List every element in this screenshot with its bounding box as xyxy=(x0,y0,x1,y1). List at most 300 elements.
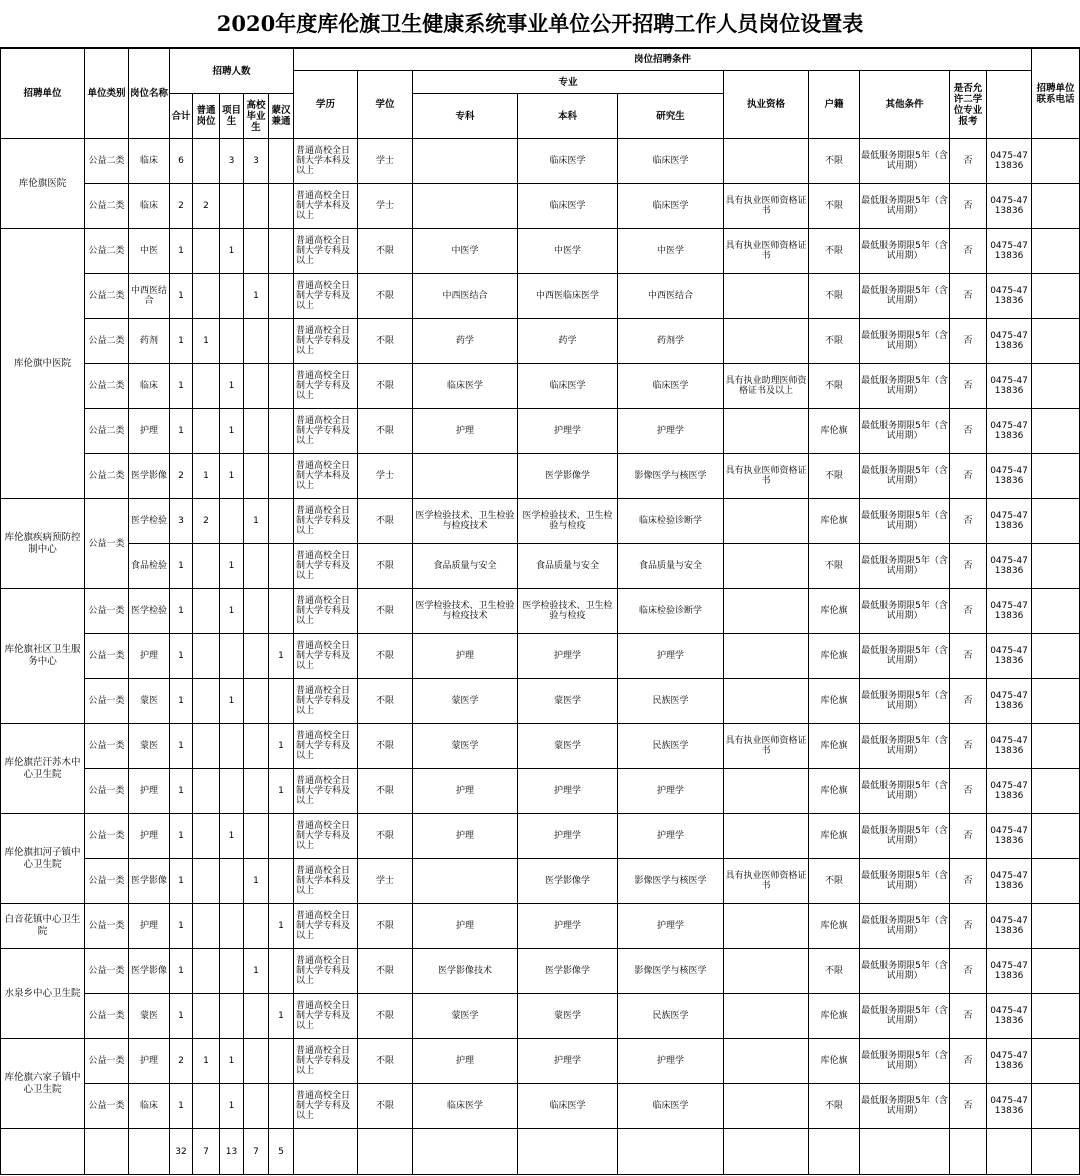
graduate-major-cell: 护理学 xyxy=(618,769,724,814)
unit-name-cell: 水泉乡中心卫生院 xyxy=(1,949,85,1039)
total-cell: 1 xyxy=(170,229,193,274)
bilingual-cell: 1 xyxy=(269,904,294,949)
bachelor-major-cell: 药学 xyxy=(518,319,618,364)
education-cell: 普通高校全日制大学本科及以上 xyxy=(294,859,358,904)
graduate-major-cell: 影像医学与核医学 xyxy=(618,454,724,499)
bachelor-major-cell: 医学影像学 xyxy=(518,454,618,499)
junior-major-cell: 临床医学 xyxy=(413,364,518,409)
graduate-cell xyxy=(244,319,269,364)
bachelor-major-cell: 中医学 xyxy=(518,229,618,274)
table-row xyxy=(1,994,1080,1039)
degree-cell: 不限 xyxy=(358,994,413,1039)
hukou-cell: 库伦旗 xyxy=(809,904,860,949)
junior-major-cell: 蒙医学 xyxy=(413,679,518,724)
unit-name-cell: 库伦旗疾病预防控制中心 xyxy=(1,499,85,589)
category-cell: 公益一类 xyxy=(85,499,129,589)
bilingual-cell xyxy=(269,814,294,859)
remark-cell xyxy=(1032,904,1080,949)
project-cell xyxy=(220,319,244,364)
phone-cell: 0475-4713836 xyxy=(987,184,1032,229)
hukou-cell: 不限 xyxy=(809,229,860,274)
table-row xyxy=(1,454,1080,499)
general-sum: 7 xyxy=(193,1129,220,1175)
hukou-cell: 不限 xyxy=(809,859,860,904)
hukou-cell: 库伦旗 xyxy=(809,634,860,679)
junior-major-cell: 护理 xyxy=(413,634,518,679)
totals-cell xyxy=(809,1129,860,1175)
remark-cell xyxy=(1032,454,1080,499)
education-cell: 普通高校全日制大学专科及以上 xyxy=(294,409,358,454)
degree-cell: 学士 xyxy=(358,184,413,229)
degree-cell: 不限 xyxy=(358,1039,413,1084)
general-cell xyxy=(193,364,220,409)
bilingual-sum: 5 xyxy=(269,1129,294,1175)
hukou-cell: 库伦旗 xyxy=(809,499,860,544)
second-degree-cell: 否 xyxy=(950,409,987,454)
general-cell xyxy=(193,274,220,319)
category-cell: 公益二类 xyxy=(85,184,129,229)
other-conditions-cell: 最低服务期限5年（含试用期） xyxy=(860,139,950,184)
table-body xyxy=(1,139,1080,1129)
junior-major-cell: 药学 xyxy=(413,319,518,364)
junior-major-cell xyxy=(413,454,518,499)
bachelor-major-cell: 临床医学 xyxy=(518,1084,618,1129)
hukou-cell: 库伦旗 xyxy=(809,769,860,814)
degree-cell: 不限 xyxy=(358,1084,413,1129)
table-row xyxy=(1,814,1080,859)
phone-cell: 0475-4713836 xyxy=(987,364,1032,409)
table-row xyxy=(1,949,1080,994)
header-general: 普通岗位 xyxy=(193,94,220,139)
hukou-cell: 不限 xyxy=(809,319,860,364)
table-row xyxy=(1,184,1080,229)
junior-major-cell: 护理 xyxy=(413,1039,518,1084)
junior-major-cell: 医学影像技术 xyxy=(413,949,518,994)
unit-name-cell: 库伦旗社区卫生服务中心 xyxy=(1,589,85,724)
hukou-cell: 库伦旗 xyxy=(809,724,860,769)
degree-cell: 学士 xyxy=(358,859,413,904)
bilingual-cell: 1 xyxy=(269,769,294,814)
general-cell xyxy=(193,994,220,1039)
graduate-sum: 7 xyxy=(244,1129,269,1175)
hukou-cell: 库伦旗 xyxy=(809,994,860,1039)
other-conditions-cell: 最低服务期限5年（含试用期） xyxy=(860,499,950,544)
total-cell: 1 xyxy=(170,859,193,904)
header-other: 其他条件 xyxy=(860,71,950,139)
header-degree: 学位 xyxy=(358,71,413,139)
second-degree-cell: 否 xyxy=(950,184,987,229)
hukou-cell: 库伦旗 xyxy=(809,814,860,859)
total-cell: 1 xyxy=(170,634,193,679)
hukou-cell: 不限 xyxy=(809,949,860,994)
totals-cell xyxy=(987,1129,1032,1175)
category-cell: 公益一类 xyxy=(85,634,129,679)
education-cell: 普通高校全日制大学专科及以上 xyxy=(294,319,358,364)
category-cell: 公益一类 xyxy=(85,814,129,859)
junior-major-cell: 蒙医学 xyxy=(413,994,518,1039)
bachelor-major-cell: 医学影像学 xyxy=(518,859,618,904)
degree-cell: 不限 xyxy=(358,409,413,454)
education-cell: 普通高校全日制大学专科及以上 xyxy=(294,499,358,544)
phone-cell: 0475-4713836 xyxy=(987,724,1032,769)
graduate-major-cell: 临床医学 xyxy=(618,364,724,409)
graduate-major-cell: 中西医结合 xyxy=(618,274,724,319)
header-project: 项目生 xyxy=(220,94,244,139)
totals-cell xyxy=(1032,1129,1080,1175)
second-degree-cell: 否 xyxy=(950,679,987,724)
graduate-cell: 1 xyxy=(244,949,269,994)
bilingual-cell xyxy=(269,859,294,904)
bachelor-major-cell: 护理学 xyxy=(518,1039,618,1084)
category-cell: 公益二类 xyxy=(85,274,129,319)
education-cell: 普通高校全日制大学专科及以上 xyxy=(294,229,358,274)
second-degree-cell: 否 xyxy=(950,814,987,859)
remark-cell xyxy=(1032,409,1080,454)
general-cell: 1 xyxy=(193,454,220,499)
graduate-major-cell: 药剂学 xyxy=(618,319,724,364)
project-cell: 1 xyxy=(220,1084,244,1129)
table-row xyxy=(1,904,1080,949)
position-cell: 蒙医 xyxy=(129,679,170,724)
qualification-cell xyxy=(724,679,809,724)
header-total: 合计 xyxy=(170,94,193,139)
project-cell: 1 xyxy=(220,679,244,724)
phone-cell: 0475-4713836 xyxy=(987,589,1032,634)
other-conditions-cell: 最低服务期限5年（含试用期） xyxy=(860,454,950,499)
total-cell: 1 xyxy=(170,1084,193,1129)
second-degree-cell: 否 xyxy=(950,949,987,994)
totals-cell xyxy=(358,1129,413,1175)
category-cell: 公益一类 xyxy=(85,724,129,769)
page-title: 2020年度库伦旗卫生健康系统事业单位公开招聘工作人员岗位设置表 xyxy=(0,0,1080,48)
graduate-major-cell: 影像医学与核医学 xyxy=(618,949,724,994)
graduate-cell xyxy=(244,724,269,769)
position-cell: 医学检验 xyxy=(129,499,170,544)
junior-major-cell: 蒙医学 xyxy=(413,724,518,769)
other-conditions-cell: 最低服务期限5年（含试用期） xyxy=(860,859,950,904)
education-cell: 普通高校全日制大学专科及以上 xyxy=(294,814,358,859)
degree-cell: 不限 xyxy=(358,769,413,814)
education-cell: 普通高校全日制大学专科及以上 xyxy=(294,634,358,679)
graduate-major-cell: 食品质量与安全 xyxy=(618,544,724,589)
total-cell: 2 xyxy=(170,454,193,499)
table-row xyxy=(1,1084,1080,1129)
remark-cell xyxy=(1032,949,1080,994)
education-cell: 普通高校全日制大学专科及以上 xyxy=(294,724,358,769)
graduate-cell xyxy=(244,589,269,634)
totals-cell xyxy=(1,1129,85,1175)
education-cell: 普通高校全日制大学本科及以上 xyxy=(294,184,358,229)
position-cell: 护理 xyxy=(129,1039,170,1084)
bilingual-cell: 1 xyxy=(269,634,294,679)
bachelor-major-cell: 临床医学 xyxy=(518,139,618,184)
header-unit: 招聘单位 xyxy=(1,49,85,139)
degree-cell: 不限 xyxy=(358,679,413,724)
graduate-cell xyxy=(244,544,269,589)
graduate-cell xyxy=(244,814,269,859)
other-conditions-cell: 最低服务期限5年（含试用期） xyxy=(860,319,950,364)
bilingual-cell xyxy=(269,274,294,319)
bilingual-cell xyxy=(269,139,294,184)
degree-cell: 不限 xyxy=(358,319,413,364)
category-cell: 公益一类 xyxy=(85,1039,129,1084)
second-degree-cell: 否 xyxy=(950,499,987,544)
qualification-cell: 具有执业医师资格证书 xyxy=(724,859,809,904)
qualification-cell xyxy=(724,1039,809,1084)
category-cell: 公益二类 xyxy=(85,409,129,454)
graduate-cell xyxy=(244,409,269,454)
hukou-cell: 不限 xyxy=(809,364,860,409)
second-degree-cell: 否 xyxy=(950,319,987,364)
junior-major-cell: 护理 xyxy=(413,409,518,454)
graduate-major-cell: 护理学 xyxy=(618,904,724,949)
degree-cell: 学士 xyxy=(358,454,413,499)
degree-cell: 不限 xyxy=(358,814,413,859)
phone-cell: 0475-4713836 xyxy=(987,139,1032,184)
table-row xyxy=(1,634,1080,679)
header-junior: 专科 xyxy=(413,94,518,139)
remark-cell xyxy=(1032,274,1080,319)
totals-cell xyxy=(724,1129,809,1175)
total-cell: 1 xyxy=(170,904,193,949)
project-cell xyxy=(220,949,244,994)
totals-cell xyxy=(950,1129,987,1175)
category-cell: 公益一类 xyxy=(85,859,129,904)
remark-cell xyxy=(1032,1039,1080,1084)
education-cell: 普通高校全日制大学专科及以上 xyxy=(294,904,358,949)
junior-major-cell: 临床医学 xyxy=(413,1084,518,1129)
qualification-cell xyxy=(724,139,809,184)
education-cell: 普通高校全日制大学专科及以上 xyxy=(294,589,358,634)
remark-cell xyxy=(1032,1084,1080,1129)
total-cell: 1 xyxy=(170,724,193,769)
general-cell xyxy=(193,139,220,184)
unit-name-cell: 库伦旗六家子镇中心卫生院 xyxy=(1,1039,85,1129)
graduate-major-cell: 临床检验诊断学 xyxy=(618,589,724,634)
education-cell: 普通高校全日制大学专科及以上 xyxy=(294,994,358,1039)
bachelor-major-cell: 蒙医学 xyxy=(518,994,618,1039)
header-recruit-count: 招聘人数 xyxy=(170,49,294,94)
hukou-cell: 不限 xyxy=(809,1084,860,1129)
second-degree-cell: 否 xyxy=(950,1084,987,1129)
qualification-cell xyxy=(724,319,809,364)
header-hukou: 户籍 xyxy=(809,71,860,139)
graduate-major-cell: 中医学 xyxy=(618,229,724,274)
remark-cell xyxy=(1032,544,1080,589)
graduate-cell xyxy=(244,1084,269,1129)
table-row xyxy=(1,859,1080,904)
table-row xyxy=(1,319,1080,364)
table-row xyxy=(1,679,1080,724)
degree-cell: 不限 xyxy=(358,634,413,679)
remark-cell xyxy=(1032,769,1080,814)
bachelor-major-cell: 中西医临床医学 xyxy=(518,274,618,319)
hukou-cell: 不限 xyxy=(809,184,860,229)
totals-cell xyxy=(618,1129,724,1175)
category-cell: 公益一类 xyxy=(85,904,129,949)
graduate-cell xyxy=(244,679,269,724)
graduate-major-cell: 影像医学与核医学 xyxy=(618,859,724,904)
graduate-major-cell: 护理学 xyxy=(618,634,724,679)
hukou-cell: 不限 xyxy=(809,274,860,319)
category-cell: 公益一类 xyxy=(85,589,129,634)
bilingual-cell xyxy=(269,949,294,994)
graduate-major-cell: 临床医学 xyxy=(618,1084,724,1129)
second-degree-cell: 否 xyxy=(950,904,987,949)
other-conditions-cell: 最低服务期限5年（含试用期） xyxy=(860,544,950,589)
bachelor-major-cell: 护理学 xyxy=(518,904,618,949)
second-degree-cell: 否 xyxy=(950,139,987,184)
second-degree-cell: 否 xyxy=(950,994,987,1039)
qualification-cell xyxy=(724,814,809,859)
degree-cell: 不限 xyxy=(358,229,413,274)
degree-cell: 不限 xyxy=(358,364,413,409)
totals-cell xyxy=(860,1129,950,1175)
qualification-cell xyxy=(724,544,809,589)
education-cell: 普通高校全日制大学专科及以上 xyxy=(294,544,358,589)
education-cell: 普通高校全日制大学专科及以上 xyxy=(294,1084,358,1129)
phone-cell: 0475-4713836 xyxy=(987,814,1032,859)
phone-cell: 0475-4713836 xyxy=(987,949,1032,994)
phone-cell: 0475-4713836 xyxy=(987,454,1032,499)
hukou-cell: 不限 xyxy=(809,544,860,589)
total-cell: 1 xyxy=(170,544,193,589)
other-conditions-cell: 最低服务期限5年（含试用期） xyxy=(860,589,950,634)
bilingual-cell: 1 xyxy=(269,994,294,1039)
total-cell: 2 xyxy=(170,184,193,229)
category-cell: 公益一类 xyxy=(85,679,129,724)
qualification-cell xyxy=(724,769,809,814)
header-position: 岗位名称 xyxy=(129,49,170,139)
qualification-cell xyxy=(724,904,809,949)
position-cell: 护理 xyxy=(129,814,170,859)
second-degree-cell: 否 xyxy=(950,589,987,634)
education-cell: 普通高校全日制大学专科及以上 xyxy=(294,949,358,994)
junior-major-cell xyxy=(413,184,518,229)
total-cell: 1 xyxy=(170,994,193,1039)
total-cell: 1 xyxy=(170,814,193,859)
remark-cell xyxy=(1032,139,1080,184)
education-cell: 普通高校全日制大学专科及以上 xyxy=(294,679,358,724)
second-degree-cell: 否 xyxy=(950,1039,987,1084)
education-cell: 普通高校全日制大学本科及以上 xyxy=(294,454,358,499)
second-degree-cell: 否 xyxy=(950,544,987,589)
table-row xyxy=(1,544,1080,589)
phone-cell: 0475-4713836 xyxy=(987,544,1032,589)
header-conditions: 岗位招聘条件 xyxy=(294,49,1032,71)
general-cell: 1 xyxy=(193,319,220,364)
table-row xyxy=(1,409,1080,454)
bachelor-major-cell: 蒙医学 xyxy=(518,724,618,769)
other-conditions-cell: 最低服务期限5年（含试用期） xyxy=(860,1039,950,1084)
qualification-cell: 具有执业医师资格证书 xyxy=(724,724,809,769)
project-cell: 1 xyxy=(220,409,244,454)
degree-cell: 不限 xyxy=(358,499,413,544)
education-cell: 普通高校全日制大学专科及以上 xyxy=(294,1039,358,1084)
education-cell: 普通高校全日制大学专科及以上 xyxy=(294,769,358,814)
bilingual-cell xyxy=(269,499,294,544)
position-cell: 药剂 xyxy=(129,319,170,364)
project-cell: 1 xyxy=(220,544,244,589)
category-cell: 公益一类 xyxy=(85,949,129,994)
recruitment-table xyxy=(0,48,1080,1175)
remark-cell xyxy=(1032,859,1080,904)
general-cell xyxy=(193,859,220,904)
total-cell: 6 xyxy=(170,139,193,184)
phone-cell: 0475-4713836 xyxy=(987,859,1032,904)
junior-major-cell: 医学检验技术、卫生检验与检疫技术 xyxy=(413,499,518,544)
totals-cell xyxy=(85,1129,129,1175)
project-sum: 13 xyxy=(220,1129,244,1175)
hukou-cell: 不限 xyxy=(809,139,860,184)
education-cell: 普通高校全日制大学本科及以上 xyxy=(294,139,358,184)
project-cell: 1 xyxy=(220,589,244,634)
remark-cell xyxy=(1032,184,1080,229)
totals-row xyxy=(1,1129,1080,1175)
general-cell xyxy=(193,769,220,814)
table-row xyxy=(1,229,1080,274)
phone-cell: 0475-4713836 xyxy=(987,274,1032,319)
phone-cell: 0475-4713836 xyxy=(987,229,1032,274)
bachelor-major-cell: 食品质量与安全 xyxy=(518,544,618,589)
graduate-cell xyxy=(244,769,269,814)
bilingual-cell xyxy=(269,589,294,634)
other-conditions-cell: 最低服务期限5年（含试用期） xyxy=(860,814,950,859)
project-cell: 1 xyxy=(220,1039,244,1084)
other-conditions-cell: 最低服务期限5年（含试用期） xyxy=(860,364,950,409)
hukou-cell: 库伦旗 xyxy=(809,1039,860,1084)
bilingual-cell xyxy=(269,544,294,589)
graduate-cell xyxy=(244,364,269,409)
general-cell xyxy=(193,229,220,274)
position-cell: 护理 xyxy=(129,904,170,949)
category-cell: 公益二类 xyxy=(85,139,129,184)
general-cell: 2 xyxy=(193,499,220,544)
second-degree-cell: 否 xyxy=(950,634,987,679)
total-cell: 3 xyxy=(170,499,193,544)
graduate-major-cell: 护理学 xyxy=(618,1039,724,1084)
hukou-cell: 库伦旗 xyxy=(809,679,860,724)
position-cell: 蒙医 xyxy=(129,994,170,1039)
unit-name-cell: 库伦旗茫汗苏木中心卫生院 xyxy=(1,724,85,814)
header-education: 学历 xyxy=(294,71,358,139)
unit-name-cell: 库伦旗中医院 xyxy=(1,229,85,499)
qualification-cell xyxy=(724,274,809,319)
total-cell: 1 xyxy=(170,679,193,724)
project-cell: 1 xyxy=(220,229,244,274)
junior-major-cell: 护理 xyxy=(413,814,518,859)
total-cell: 1 xyxy=(170,364,193,409)
junior-major-cell: 护理 xyxy=(413,904,518,949)
graduate-cell xyxy=(244,454,269,499)
position-cell: 护理 xyxy=(129,634,170,679)
general-cell xyxy=(193,904,220,949)
position-cell: 护理 xyxy=(129,409,170,454)
bachelor-major-cell: 医学检验技术、卫生检验与检疫 xyxy=(518,499,618,544)
position-cell: 医学影像 xyxy=(129,859,170,904)
bachelor-major-cell: 护理学 xyxy=(518,814,618,859)
junior-major-cell xyxy=(413,139,518,184)
bilingual-cell: 1 xyxy=(269,724,294,769)
table-row xyxy=(1,724,1080,769)
hukou-cell: 库伦旗 xyxy=(809,589,860,634)
degree-cell: 不限 xyxy=(358,544,413,589)
second-degree-cell: 否 xyxy=(950,274,987,319)
totals-cell xyxy=(129,1129,170,1175)
header-bachelor: 本科 xyxy=(518,94,618,139)
other-conditions-cell: 最低服务期限5年（含试用期） xyxy=(860,409,950,454)
position-cell: 医学影像 xyxy=(129,454,170,499)
